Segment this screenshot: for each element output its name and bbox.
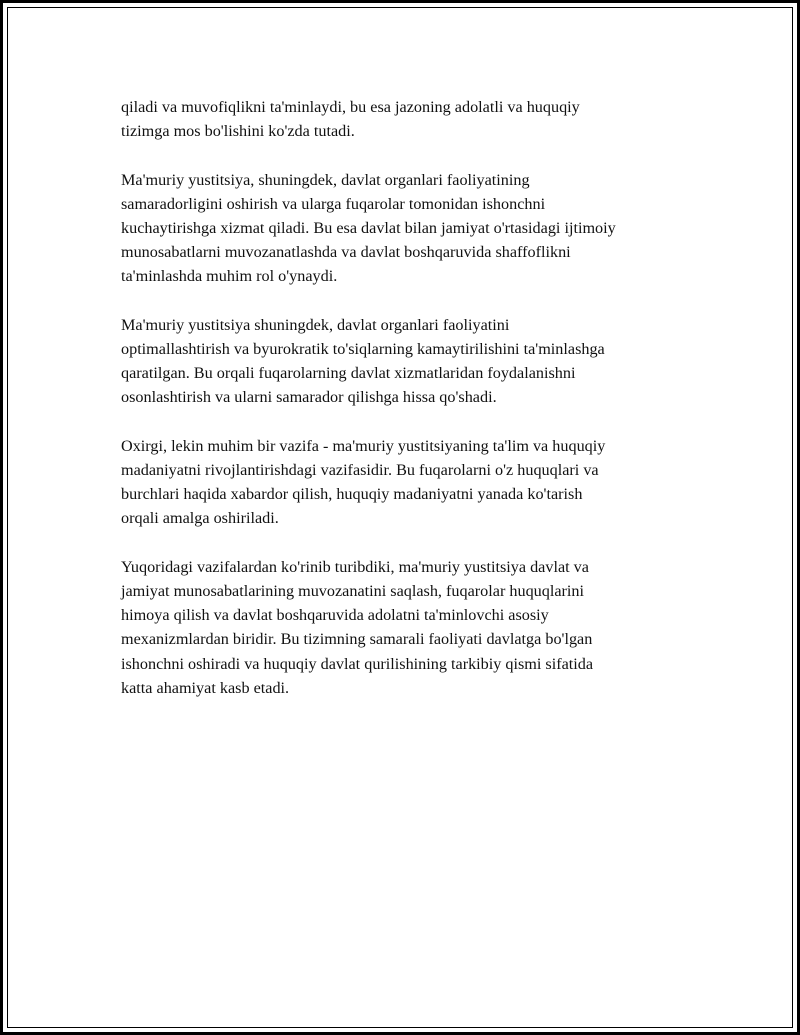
document-body — [121, 95, 687, 724]
text-line: Ma'muriy yustitsiya shuningdek, davlat organlari faoliyatini — [121, 315, 510, 334]
text-line: samaradorligini oshirish va ularga fuqarolar tomonidan ishonchni — [121, 194, 546, 213]
text-line: kuchaytirishga xizmat qiladi. Bu esa davlat bilan jamiyat o'rtasidagi ijtimoiy — [121, 219, 616, 237]
text-line: munosabatlarni muvozanatlashda va davlat boshqaruvida shaffoflikni — [121, 243, 571, 262]
text-line: Yuqoridagi vazifalardan ko'rinib turibdiki, ma'muriy yustitsiya davlat va — [121, 557, 589, 576]
text-line: jamiyat munosabatlarining muvozanatini saqlash, fuqarolar huquqlarini — [121, 582, 585, 600]
text-line: osonlashtirish va ularni samarador qilishga hissa qo'shadi. — [121, 388, 497, 407]
text-line: Ma'muriy yustitsiya, shuningdek, davlat organlari faoliyatining — [121, 170, 530, 189]
text-line: burchlari haqida xabardor qilish, huquqiy madaniyatni yanada ko'tarish — [121, 485, 583, 504]
text-line: qiladi va muvofiqlikni ta'minlaydi, bu esa jazoning adolatli va huquqiy — [121, 98, 580, 116]
text-line: ta'minlashda muhim rol o'ynaydi. — [121, 267, 338, 286]
text-line: ishonchni oshiradi va huquqiy davlat qurilishining tarkibiy qismi sifatida — [121, 654, 594, 673]
text-line: himoya qilish va davlat boshqaruvida adolatni ta'minlovchi asosiy — [121, 606, 549, 625]
paragraph-4 — [121, 434, 687, 531]
text-line: katta ahamiyat kasb etadi. — [121, 678, 290, 697]
text-line: qaratilgan. Bu orqali fuqarolarning davlat xizmatlaridan foydalanishni — [121, 364, 576, 383]
text-line: orqali amalga oshiriladi. — [121, 509, 279, 528]
paragraph-2 — [121, 168, 687, 289]
paragraph-5 — [121, 555, 687, 700]
paragraph-3 — [121, 313, 687, 410]
text-line: optimallashtirish va byurokratik to'siqlarning kamaytirilishini ta'minlashga — [121, 340, 605, 358]
text-line: Oxirgi, lekin muhim bir vazifa - ma'muriy yustitsiyaning ta'lim va huquqiy — [121, 436, 606, 455]
text-line: madaniyatni rivojlantirishdagi vazifasidir. Bu fuqarolarni o'z huquqlari va — [121, 461, 599, 479]
text-line: mexanizmlardan biridir. Bu tizimning samarali faoliyati davlatga bo'lgan — [121, 630, 593, 649]
text-line: tizimga mos bo'lishini ko'zda tutadi. — [121, 122, 355, 141]
paragraph-1 — [121, 95, 687, 143]
